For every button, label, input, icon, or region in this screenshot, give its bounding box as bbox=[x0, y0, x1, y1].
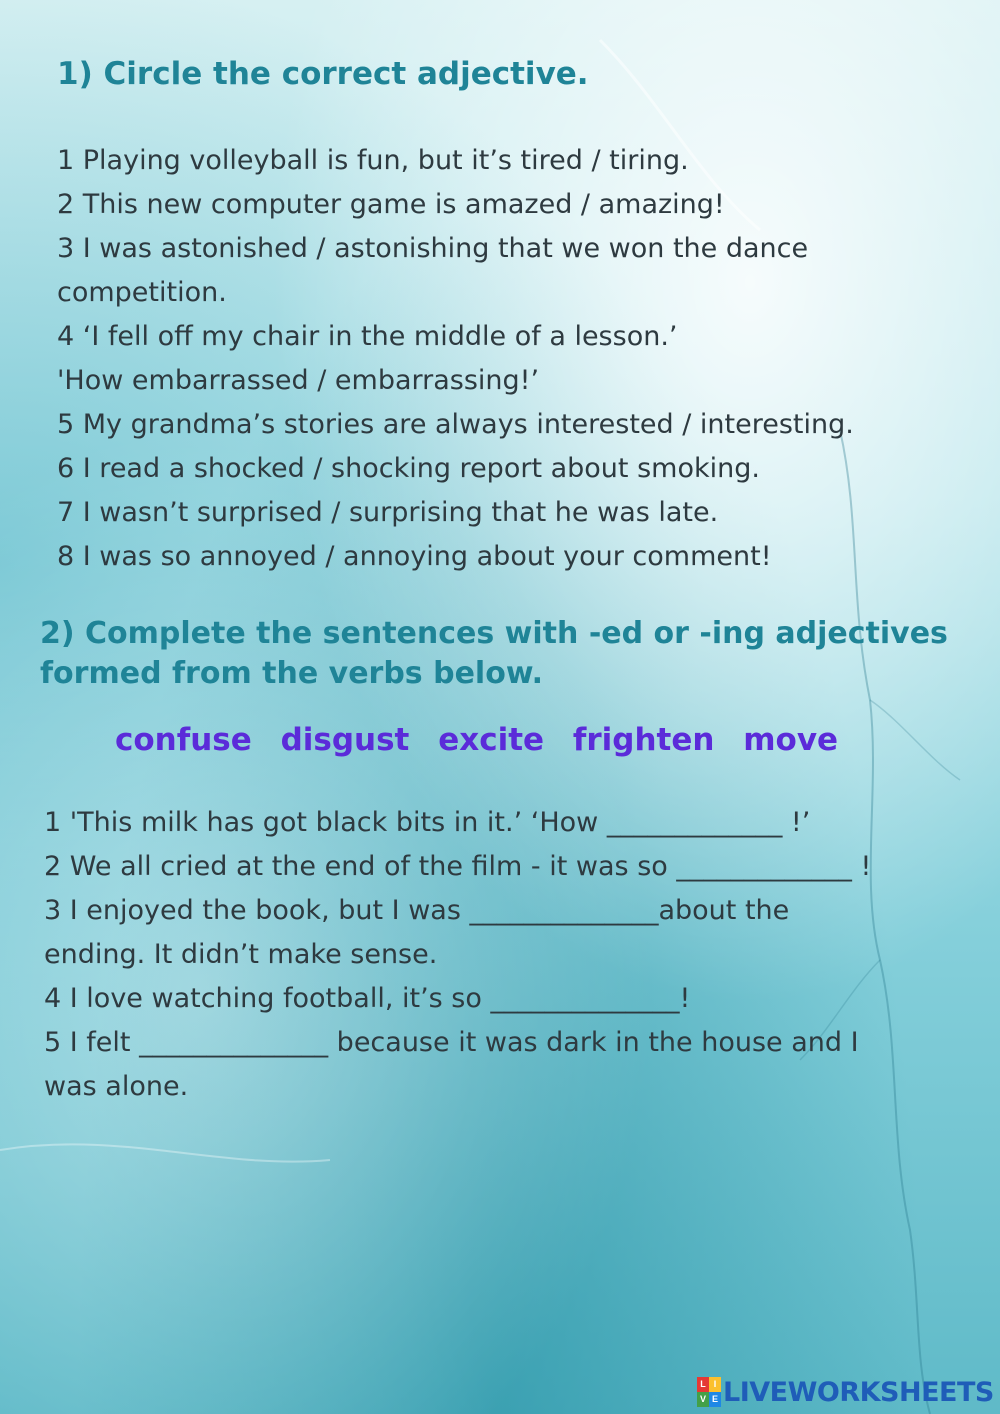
logo-text: LIVEWORKSHEETS bbox=[723, 1376, 994, 1408]
word-bank-item: disgust bbox=[280, 722, 410, 758]
logo-mark-icon bbox=[697, 1377, 721, 1407]
section2-list bbox=[44, 801, 974, 1109]
section1-line: 6 I read a shocked / shocking report about smoking. bbox=[57, 453, 760, 484]
section1-line: 4 ‘I fell off my chair in the middle of a lesson.’ bbox=[57, 321, 678, 352]
liveworksheets-logo bbox=[697, 1372, 994, 1412]
section1-heading: 1) Circle the correct adjective. bbox=[57, 56, 589, 92]
section1-line: competition. bbox=[57, 277, 227, 308]
section2-heading bbox=[40, 614, 990, 694]
section1-list bbox=[57, 139, 957, 579]
section1-line: 1 Playing volleyball is fun, but it’s tired / tiring. bbox=[57, 145, 689, 176]
section1-line: 3 I was astonished / astonishing that we won the dance bbox=[57, 233, 809, 264]
section2-line: was alone. bbox=[44, 1071, 189, 1102]
section1-line: 5 My grandma’s stories are always interested / interesting. bbox=[57, 409, 854, 440]
section1-line: 7 I wasn’t surprised / surprising that he was late. bbox=[57, 497, 719, 528]
section2-line: ending. It didn’t make sense. bbox=[44, 939, 438, 970]
logo-mark-letter: V bbox=[697, 1392, 709, 1407]
logo-mark-letter: I bbox=[709, 1377, 721, 1392]
section2-line: 3 I enjoyed the book, but I was ______________about the bbox=[44, 895, 790, 926]
section2-heading-line2: formed from the verbs below. bbox=[40, 656, 544, 691]
logo-mark-letter: L bbox=[697, 1377, 709, 1392]
section2-line: 4 I love watching football, it’s so ______________! bbox=[44, 983, 691, 1014]
section1-line: 'How embarrassed / embarrassing!’ bbox=[57, 365, 540, 396]
section2-line: 2 We all cried at the end of the film - it was so _____________ ! bbox=[44, 851, 872, 882]
word-bank-item: excite bbox=[438, 722, 545, 758]
section2-heading-line1: 2) Complete the sentences with -ed or -ing adjectives bbox=[40, 616, 948, 651]
section1-line: 2 This new computer game is amazed / amazing! bbox=[57, 189, 725, 220]
word-bank bbox=[115, 722, 856, 758]
section1-line: 8 I was so annoyed / annoying about your comment! bbox=[57, 541, 772, 572]
word-bank-item: frighten bbox=[572, 722, 715, 758]
section2-line: 5 I felt ______________ because it was dark in the house and I bbox=[44, 1027, 859, 1058]
word-bank-item: move bbox=[743, 722, 839, 758]
word-bank-item: confuse bbox=[115, 722, 252, 758]
logo-mark-letter: E bbox=[709, 1392, 721, 1407]
section2-line: 1 'This milk has got black bits in it.’ ‘How _____________ !’ bbox=[44, 807, 811, 838]
